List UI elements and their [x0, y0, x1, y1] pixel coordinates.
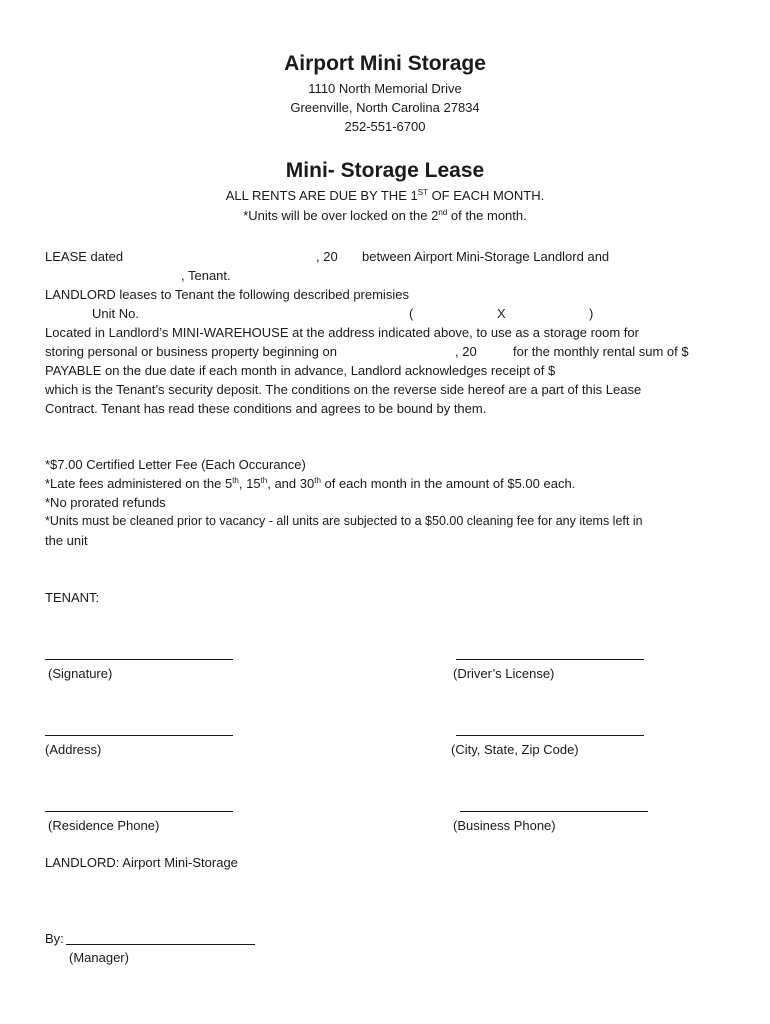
- city-state-zip-caption: (City, State, Zip Code): [451, 742, 579, 757]
- business-phone-caption: (Business Phone): [453, 818, 556, 833]
- address-line-1: 1110 North Memorial Drive: [308, 81, 462, 96]
- payable-text: PAYABLE on the due date if each month in advance, Landlord acknowledges receipt of $: [45, 363, 556, 378]
- drivers-license-caption: (Driver’s License): [453, 666, 555, 681]
- rent-due-notice: ALL RENTS ARE DUE BY THE 1ST OF EACH MONTH.: [225, 188, 545, 203]
- drivers-license-line[interactable]: [456, 659, 644, 660]
- year-prefix-label-2: , 20: [455, 344, 477, 359]
- by-label: By:: [45, 931, 64, 946]
- tenant-label-inline: , Tenant.: [181, 268, 231, 283]
- late-fees: *Late fees administered on the 5th, 15th, and 30th of each month in the amount of $5.00 each.: [45, 476, 576, 491]
- address-caption: (Address): [45, 742, 102, 757]
- lease-dated-label: LEASE dated: [45, 249, 124, 264]
- company-name: Airport Mini Storage: [284, 52, 486, 75]
- city-state-zip-line[interactable]: [456, 735, 644, 736]
- location-text: Located in Landlord’s MINI-WAREHOUSE at the address indicated above, to use as a storage room for: [45, 325, 639, 340]
- unit-no-label: Unit No.: [92, 306, 139, 321]
- monthly-rental-text: for the monthly rental sum of $: [513, 344, 689, 359]
- contract-text: Contract. Tenant has read these conditions and agrees to be bound by them.: [45, 401, 487, 416]
- between-parties-text: between Airport Mini-Storage Landlord and: [362, 249, 610, 264]
- tenant-label: TENANT:: [45, 590, 100, 605]
- cleaning-fee-line2: the unit: [45, 533, 88, 548]
- manager-caption: (Manager): [69, 950, 129, 965]
- deposit-text: which is the Tenant’s security deposit. The conditions on the reverse side hereof are a part of this Lease: [45, 382, 642, 397]
- business-phone-line[interactable]: [460, 811, 648, 812]
- overlock-notice: *Units will be over locked on the 2nd of the month.: [243, 208, 527, 223]
- unit-size-x: X: [497, 306, 506, 321]
- certified-letter-fee: *$7.00 Certified Letter Fee (Each Occurance): [45, 457, 306, 472]
- year-prefix-label: , 20: [316, 249, 338, 264]
- signature-caption: (Signature): [48, 666, 113, 681]
- landlord-label: LANDLORD: Airport Mini-Storage: [45, 855, 238, 870]
- residence-phone-line[interactable]: [45, 811, 233, 812]
- storing-text: storing personal or business property beginning on: [45, 344, 337, 359]
- unit-size-open-paren: (: [409, 306, 414, 321]
- lease-title: Mini- Storage Lease: [285, 159, 485, 182]
- address-line-2: Greenville, North Carolina 27834: [290, 100, 480, 115]
- company-phone: 252-551-6700: [344, 119, 426, 134]
- signature-line[interactable]: [45, 659, 233, 660]
- address-line[interactable]: [45, 735, 233, 736]
- residence-phone-caption: (Residence Phone): [48, 818, 160, 833]
- cleaning-fee-line1: *Units must be cleaned prior to vacancy - all units are subjected to a $50.00 cleaning fee for any items left in: [45, 514, 643, 528]
- manager-signature-line[interactable]: [66, 944, 255, 945]
- no-prorated-refunds: *No prorated refunds: [45, 495, 166, 510]
- premises-text: LANDLORD leases to Tenant the following described premisies: [45, 287, 409, 302]
- unit-size-close-paren: ): [589, 306, 594, 321]
